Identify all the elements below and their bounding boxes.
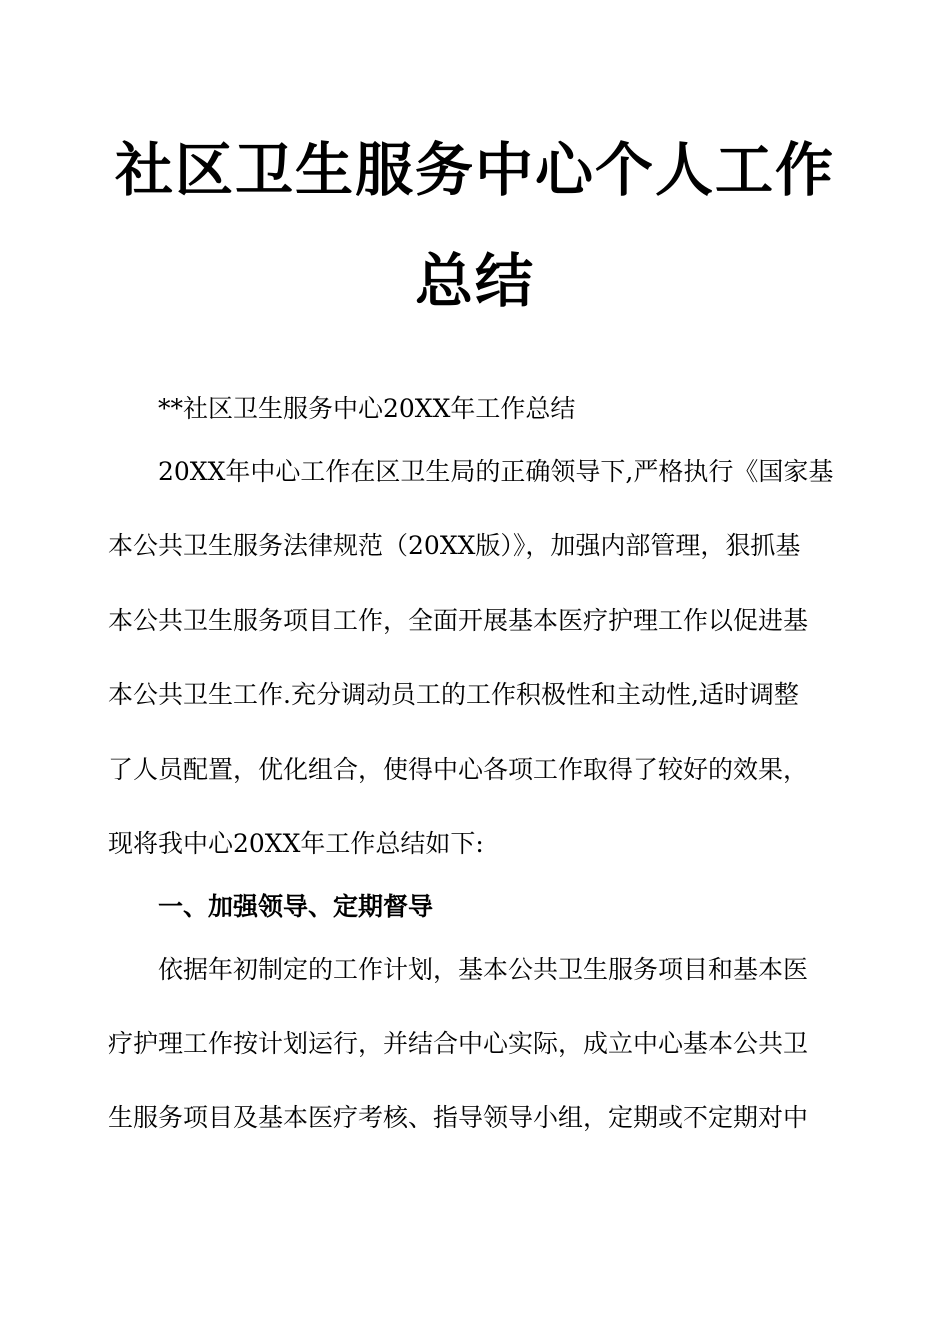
paragraph-line-3: 本公共卫生服务法律规范（20XX版）》，加强内部管理，狠抓基 <box>108 531 801 560</box>
paragraph-line-8: 依据年初制定的工作计划，基本公共卫生服务项目和基本医 <box>158 955 809 984</box>
paragraph-line-4: 本公共卫生服务项目工作，全面开展基本医疗护理工作以促进基 <box>108 606 809 635</box>
paragraph-line-1: **社区卫生服务中心20XX年工作总结 <box>158 394 576 423</box>
paragraph-line-5: 本公共卫生工作.充分调动员工的工作积极性和主动性,适时调整 <box>108 680 799 709</box>
paragraph-line-2: 20XX年中心工作在区卫生局的正确领导下,严格执行《国家基 <box>158 457 834 486</box>
paragraph-line-7: 现将我中心20XX年工作总结如下: <box>108 829 484 858</box>
paragraph-line-9: 疗护理工作按计划运行，并结合中心实际，成立中心基本公共卫 <box>108 1029 809 1058</box>
section-heading-1: 一、加强领导、定期督导 <box>158 892 434 921</box>
document-title-line-2: 总结 <box>414 247 535 315</box>
paragraph-line-6: 了人员配置，优化组合，使得中心各项工作取得了较好的效果， <box>108 755 809 784</box>
paragraph-line-10: 生服务项目及基本医疗考核、指导领导小组，定期或不定期对中 <box>108 1103 809 1132</box>
document-title-line-1: 社区卫生服务中心个人工作 <box>114 136 835 204</box>
